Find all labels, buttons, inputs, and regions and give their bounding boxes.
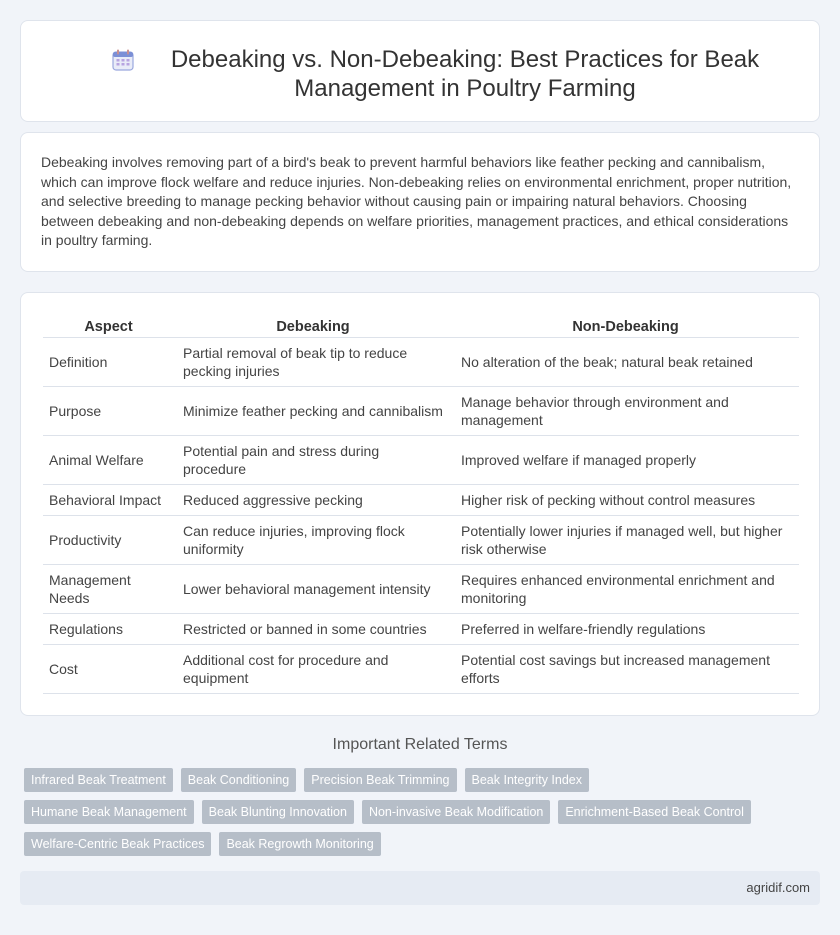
table-cell: Cost	[43, 645, 174, 694]
table-row	[43, 516, 799, 565]
related-term-tag[interactable]: Beak Integrity Index	[465, 768, 589, 792]
site-link[interactable]: agridif.com	[746, 880, 810, 895]
table-row	[43, 645, 799, 694]
related-terms-list	[24, 768, 764, 856]
footer	[20, 871, 820, 905]
table-cell: Preferred in welfare-friendly regulations	[452, 614, 799, 645]
table-cell: Partial removal of beak tip to reduce pecking injuries	[174, 338, 452, 387]
intro-card	[20, 132, 820, 272]
table-cell: Improved welfare if managed properly	[452, 436, 799, 485]
table-row	[43, 614, 799, 645]
related-term-tag[interactable]: Precision Beak Trimming	[304, 768, 456, 792]
table-cell: Potentially lower injuries if managed well, but higher risk otherwise	[452, 516, 799, 565]
column-header-non-debeaking: Non-Debeaking	[452, 313, 799, 338]
table-cell: No alteration of the beak; natural beak retained	[452, 338, 799, 387]
comparison-card	[20, 292, 820, 716]
related-term-tag[interactable]: Humane Beak Management	[24, 800, 194, 824]
table-row	[43, 565, 799, 614]
related-terms-heading: Important Related Terms	[332, 736, 508, 753]
table-cell: Behavioral Impact	[43, 485, 174, 516]
table-cell: Additional cost for procedure and equipment	[174, 645, 452, 694]
related-term-tag[interactable]: Beak Regrowth Monitoring	[219, 832, 380, 856]
table-cell: Lower behavioral management intensity	[174, 565, 452, 614]
related-term-tag[interactable]: Non-invasive Beak Modification	[362, 800, 550, 824]
intro-paragraph: Debeaking involves removing part of a bird's beak to prevent harmful behaviors like feather pecking and cannibalism, which can improve flock welfare and reduce injuries. Non-debeaking relies on environmental enrichment, proper nutrition, and selective breeding to manage pecking behavior without causing pain or impairing natural behaviors. Choosing between debeaking and non-debeaking depends on welfare priorities, management practices, and ethical considerations in poultry farming.	[41, 154, 792, 248]
column-header-aspect: Aspect	[43, 313, 174, 338]
column-header-debeaking: Debeaking	[174, 313, 452, 338]
page-title: Debeaking vs. Non-Debeaking: Best Practices for Beak Management in Poultry Farming	[170, 46, 760, 102]
related-term-tag[interactable]: Beak Conditioning	[181, 768, 296, 792]
table-cell: Requires enhanced environmental enrichment and monitoring	[452, 565, 799, 614]
table-cell: Definition	[43, 338, 174, 387]
table-cell: Minimize feather pecking and cannibalism	[174, 387, 452, 436]
related-term-tag[interactable]: Welfare-Centric Beak Practices	[24, 832, 211, 856]
table-row	[43, 338, 799, 387]
table-cell: Potential cost savings but increased management efforts	[452, 645, 799, 694]
table-row	[43, 387, 799, 436]
comparison-table	[43, 313, 799, 694]
table-cell: Can reduce injuries, improving flock uniformity	[174, 516, 452, 565]
table-row	[43, 485, 799, 516]
table-cell: Animal Welfare	[43, 436, 174, 485]
table-row	[43, 436, 799, 485]
table-cell: Purpose	[43, 387, 174, 436]
related-term-tag[interactable]: Beak Blunting Innovation	[202, 800, 354, 824]
title-card	[20, 20, 820, 122]
table-cell: Manage behavior through environment and management	[452, 387, 799, 436]
table-cell: Productivity	[43, 516, 174, 565]
table-cell: Regulations	[43, 614, 174, 645]
table-cell: Higher risk of pecking without control measures	[452, 485, 799, 516]
related-term-tag[interactable]: Infrared Beak Treatment	[24, 768, 173, 792]
table-cell: Management Needs	[43, 565, 174, 614]
table-cell: Restricted or banned in some countries	[174, 614, 452, 645]
table-cell: Potential pain and stress during procedure	[174, 436, 452, 485]
related-term-tag[interactable]: Enrichment-Based Beak Control	[558, 800, 751, 824]
table-cell: Reduced aggressive pecking	[174, 485, 452, 516]
